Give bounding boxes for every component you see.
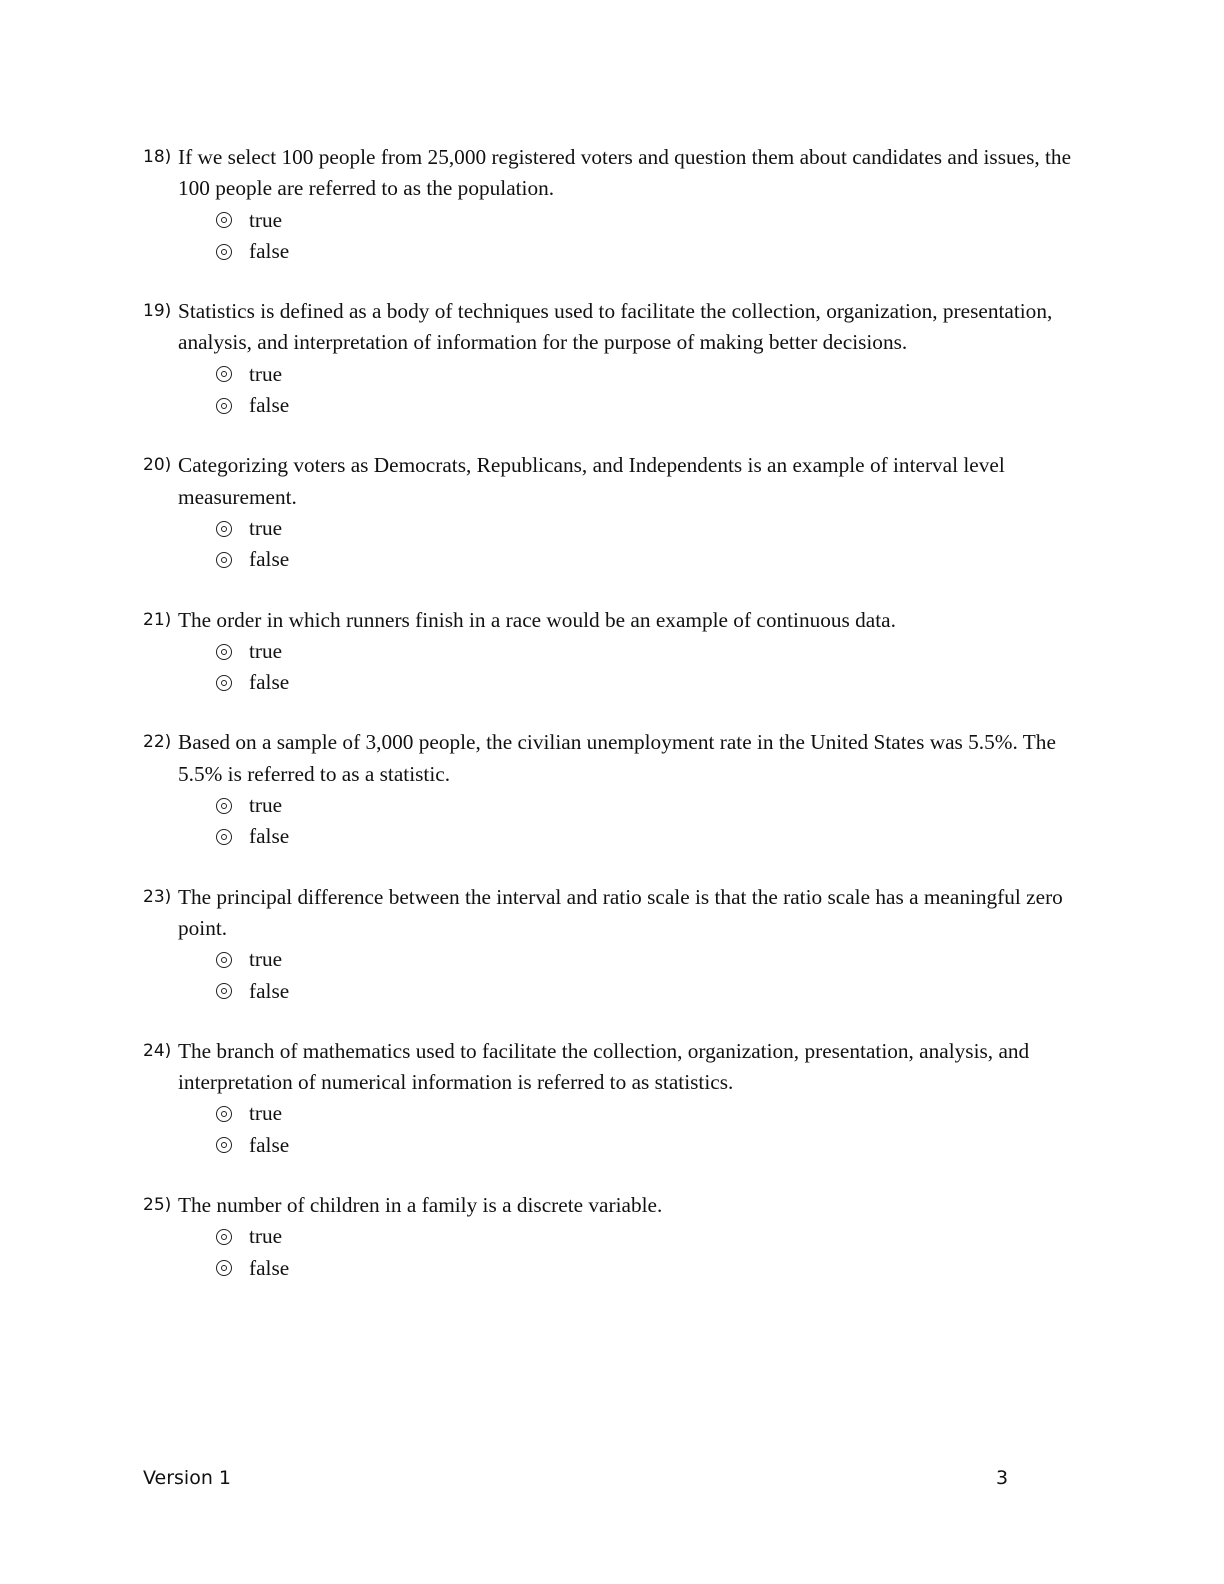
option-false[interactable]: [216, 1130, 1073, 1161]
option-label: true: [249, 947, 283, 972]
question-18: [143, 142, 1073, 267]
radio-button-icon[interactable]: [216, 644, 232, 660]
radio-button-icon[interactable]: [216, 212, 232, 228]
question-number: 19): [143, 301, 172, 322]
option-label: true: [249, 207, 283, 232]
option-label: true: [249, 361, 283, 386]
question-number: 21): [143, 609, 172, 630]
question-23: [143, 882, 1073, 1007]
question-22: [143, 727, 1073, 852]
answer-options: [216, 205, 1073, 268]
option-true[interactable]: [216, 513, 1073, 544]
option-false[interactable]: [216, 667, 1073, 698]
question-25: [143, 1190, 1073, 1284]
radio-button-icon[interactable]: [216, 366, 232, 382]
option-true[interactable]: [216, 636, 1073, 667]
question-text: The principal difference between the interval and ratio scale is that the ratio scale has a meaningful zero point.: [178, 884, 1063, 940]
radio-button-icon[interactable]: [216, 952, 232, 968]
option-false[interactable]: [216, 976, 1073, 1007]
option-true[interactable]: [216, 790, 1073, 821]
option-label: true: [249, 1224, 283, 1249]
radio-button-icon[interactable]: [216, 398, 232, 414]
radio-button-icon[interactable]: [216, 521, 232, 537]
option-label: false: [249, 1255, 290, 1280]
option-false[interactable]: [216, 544, 1073, 575]
option-label: true: [249, 515, 283, 540]
radio-button-icon[interactable]: [216, 675, 232, 691]
answer-options: [216, 1098, 1073, 1161]
question-number: 25): [143, 1195, 172, 1216]
question-text: Categorizing voters as Democrats, Republicans, and Independents is an example of interval level measurement.: [178, 453, 1005, 509]
option-true[interactable]: [216, 205, 1073, 236]
radio-button-icon[interactable]: [216, 552, 232, 568]
option-false[interactable]: [216, 821, 1073, 852]
answer-options: [216, 359, 1073, 422]
question-text: If we select 100 people from 25,000 registered voters and question them about candidates and issues, the 100 people are referred to as the population.: [178, 145, 1072, 201]
radio-button-icon[interactable]: [216, 1229, 232, 1245]
question-text: The order in which runners finish in a race would be an example of continuous data.: [178, 607, 896, 632]
option-label: false: [249, 978, 290, 1003]
question-text: Statistics is defined as a body of techniques used to facilitate the collection, organization, presentation, analysis, and interpretation of information for the purpose of making better decisions.: [178, 299, 1053, 355]
radio-button-icon[interactable]: [216, 829, 232, 845]
answer-options: [216, 1221, 1073, 1284]
option-label: true: [249, 793, 283, 818]
option-true[interactable]: [216, 359, 1073, 390]
question-number: 24): [143, 1040, 172, 1061]
question-text: Based on a sample of 3,000 people, the civilian unemployment rate in the United States was 5.5%. The 5.5% is referred to as a statistic.: [178, 730, 1056, 786]
answer-options: [216, 513, 1073, 576]
question-24: [143, 1036, 1073, 1161]
option-false[interactable]: [216, 1253, 1073, 1284]
question-text: The branch of mathematics used to facilitate the collection, organization, presentation, analysis, and interpretation of numerical information is referred to as statistics.: [178, 1038, 1030, 1095]
question-number: 23): [143, 886, 172, 907]
radio-button-icon[interactable]: [216, 1260, 232, 1276]
option-label: false: [249, 1132, 290, 1157]
footer-page-number: 3: [996, 1467, 1009, 1489]
answer-options: [216, 636, 1073, 699]
question-number: 20): [143, 455, 172, 476]
option-label: false: [249, 824, 290, 849]
option-label: false: [249, 547, 290, 572]
option-label: false: [249, 393, 290, 418]
option-false[interactable]: [216, 236, 1073, 267]
question-list: [143, 142, 1073, 1313]
option-true[interactable]: [216, 944, 1073, 975]
question-20: [143, 450, 1073, 575]
option-label: true: [249, 1101, 283, 1126]
option-true[interactable]: [216, 1221, 1073, 1252]
radio-button-icon[interactable]: [216, 983, 232, 999]
radio-button-icon[interactable]: [216, 1106, 232, 1122]
option-label: false: [249, 238, 290, 263]
option-false[interactable]: [216, 390, 1073, 421]
option-label: false: [249, 670, 290, 695]
footer-version: Version 1: [143, 1467, 231, 1489]
question-19: [143, 296, 1073, 421]
question-number: 22): [143, 732, 172, 753]
radio-button-icon[interactable]: [216, 244, 232, 260]
answer-options: [216, 944, 1073, 1007]
question-text: The number of children in a family is a discrete variable.: [178, 1193, 663, 1218]
radio-button-icon[interactable]: [216, 798, 232, 814]
option-label: true: [249, 638, 283, 663]
question-21: [143, 605, 1073, 699]
question-number: 18): [143, 147, 172, 167]
option-true[interactable]: [216, 1098, 1073, 1129]
answer-options: [216, 790, 1073, 853]
radio-button-icon[interactable]: [216, 1137, 232, 1153]
